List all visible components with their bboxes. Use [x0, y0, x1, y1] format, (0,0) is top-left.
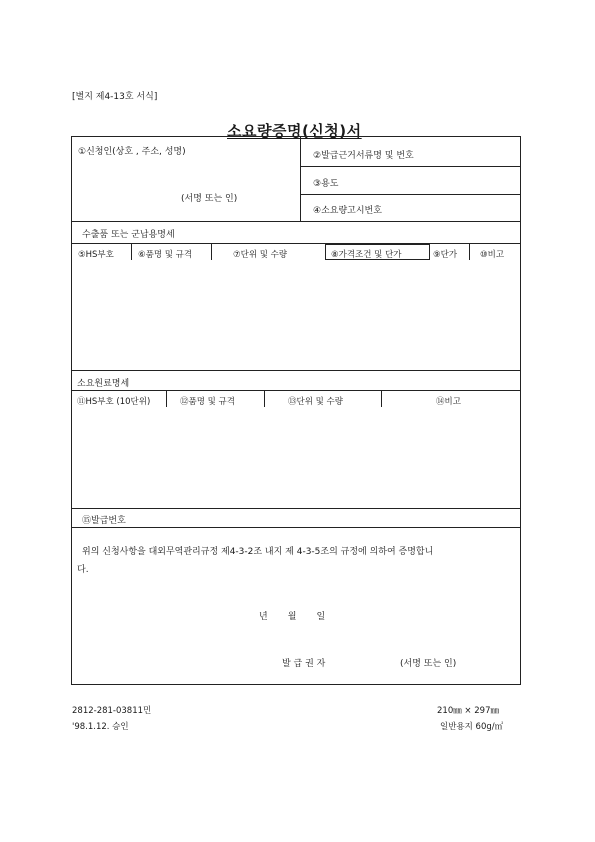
- issue-number-label: ⑮발급번호: [82, 516, 126, 526]
- divider: [71, 508, 521, 509]
- column-header-remarks: ⑩비고: [480, 250, 505, 260]
- column-header-item-spec: ⑥품명 및 규격: [138, 250, 193, 260]
- applicant-signature: (서명 또는 인): [181, 194, 238, 204]
- material-section-header: 소요원료명세: [77, 379, 130, 389]
- paper-size: 210㎜ × 297㎜: [437, 706, 499, 716]
- notice-number-label: ④소요량고시번호: [313, 206, 382, 216]
- divider: [71, 243, 521, 244]
- column-header-hs-code: ⑤HS부호: [78, 250, 114, 260]
- form-number: [별지 제4-13호 서식]: [72, 92, 158, 102]
- column-divider: [131, 243, 132, 260]
- column-header-material-spec: ⑫품명 및 규격: [180, 397, 235, 407]
- certification-text: 위의 신청사항을 대외무역관리규정 제4-3-2조 내지 제 4-3-5조의 규정에 의하여 증명합니: [82, 547, 434, 557]
- approval-date: '98.1.12. 승인: [72, 722, 129, 732]
- issuer-label: 발 급 권 자: [282, 659, 326, 669]
- divider: [71, 527, 521, 528]
- column-divider: [381, 390, 382, 407]
- applicant-label: ①신청인(상호 , 주소, 성명): [78, 147, 186, 157]
- usage-label: ③용도: [313, 179, 339, 189]
- divider: [71, 221, 521, 222]
- date-line: 년 월 일: [259, 612, 326, 622]
- column-header-hs-code-10: ⑪HS부호 (10단위): [77, 397, 151, 407]
- divider: [300, 194, 521, 195]
- column-divider: [166, 390, 167, 407]
- divider: [71, 390, 521, 391]
- export-section-header: 수출품 또는 군납용명세: [82, 230, 175, 240]
- form-code: 2812-281-03811민: [72, 706, 152, 716]
- column-divider: [264, 390, 265, 407]
- column-header-material-qty: ⑬단위 및 수량: [288, 397, 343, 407]
- column-divider: [211, 243, 212, 260]
- column-header-unit-qty: ⑦단위 및 수량: [233, 250, 288, 260]
- column-header-price-terms: ⑧가격조건 및 단가: [331, 250, 402, 260]
- page-title: 소요량증명(신청)서: [227, 122, 362, 140]
- column-divider: [469, 243, 470, 260]
- column-header-material-remarks: ⑭비고: [436, 397, 461, 407]
- divider: [300, 166, 521, 167]
- divider: [300, 136, 301, 221]
- form-frame: [71, 136, 521, 685]
- divider: [71, 370, 521, 371]
- certification-text-end: 다.: [77, 565, 89, 575]
- column-header-unit-price: ⑨단가: [433, 250, 458, 260]
- issuer-signature: (서명 또는 인): [400, 659, 457, 669]
- paper-type: 일반용지 60g/㎡: [440, 722, 504, 732]
- doc-name-label: ②발급근거서류명 및 번호: [313, 151, 414, 161]
